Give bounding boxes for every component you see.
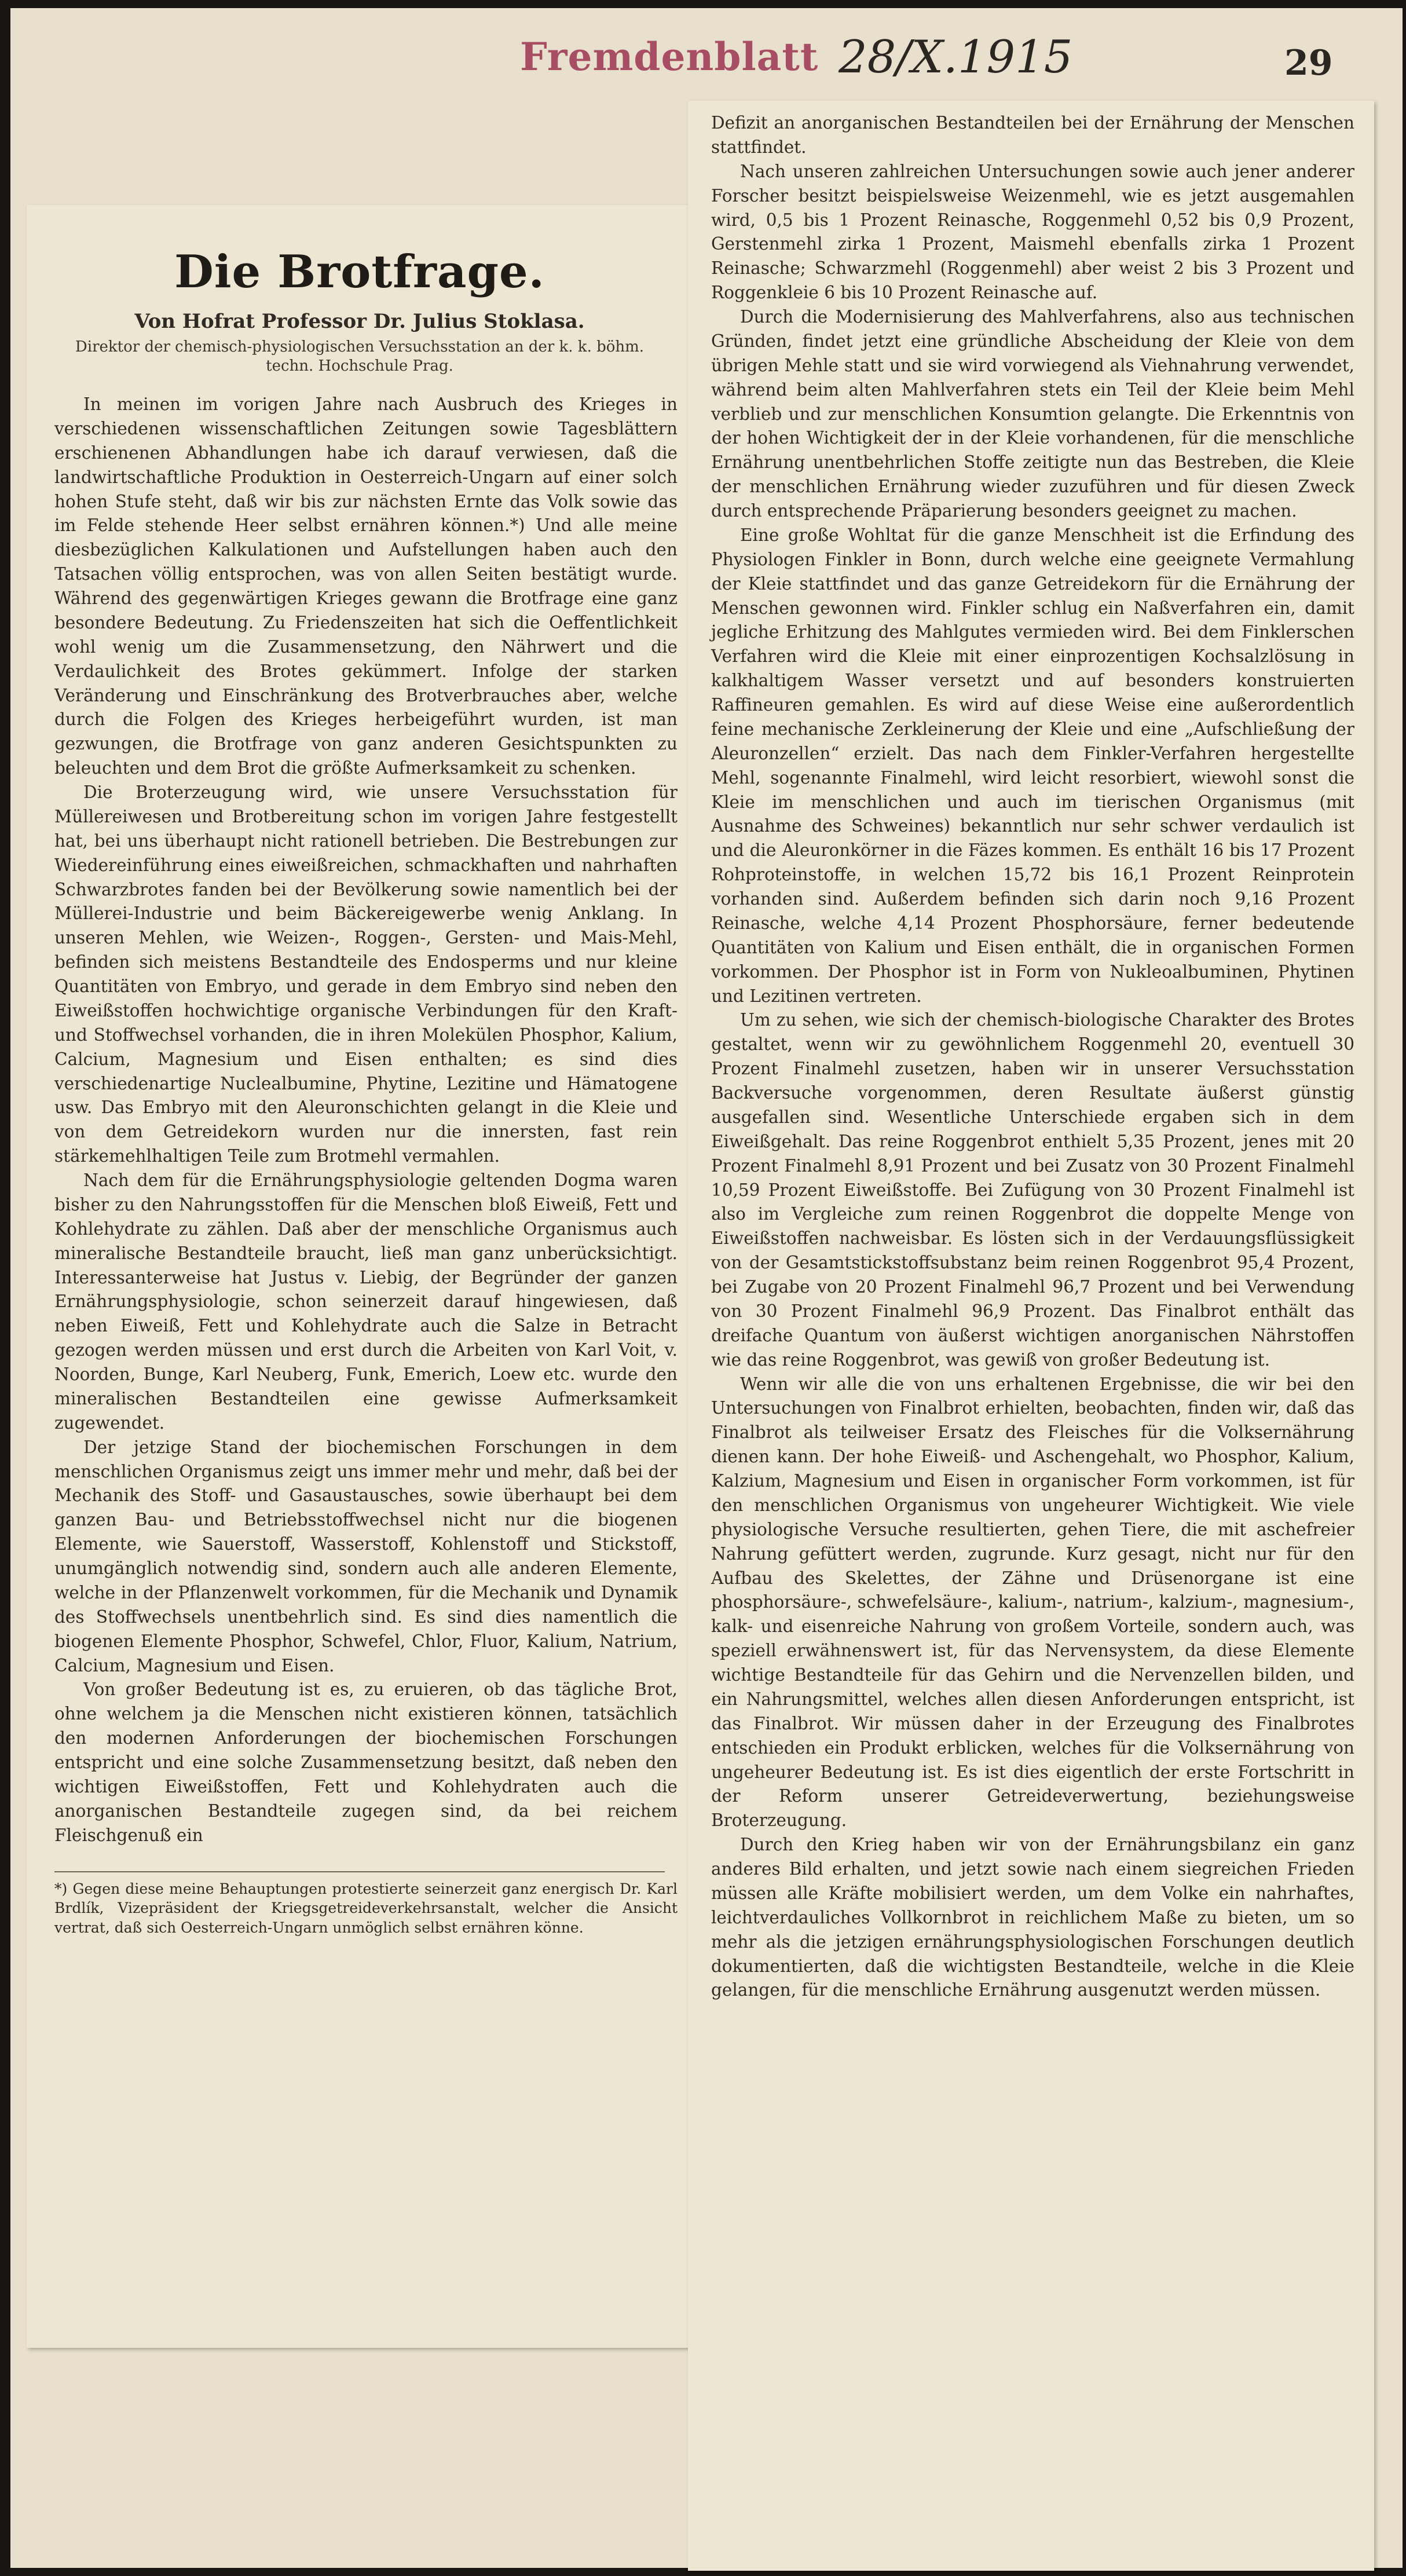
- paragraph: Nach dem für die Ernährungsphysiologie geltenden Dogma waren bisher zu den Nahrungsstoffen für die Menschen bloß Eiweiß, Fett und Kohlehydrate zu zählen. Daß aber der menschliche Organismus auch mineralische Bestandteile braucht, ließ man ganz unberücksichtigt. Interessanterweise hat Justus v. Liebig, der Begründer der ganzen Ernährungsphysiologie, schon seinerzeit darauf hingewiesen, daß neben Eiweiß, Fett und Kohlehydrate auch die Salze in Betracht gezogen werden müssen und erst durch die Arbeiten von Karl Voit, v. Noorden, Bunge, Karl Neuberg, Funk, Emerich, Loew etc. wurde den mineralischen Bestandteilen eine gewisse Aufmerksamkeit zugewendet.: [54, 1170, 678, 1433]
- paragraph: Der jetzige Stand der biochemischen Forschungen in dem menschlichen Organismus zeigt uns immer mehr und mehr, daß bei der Mechanik des Stoff- und Gasaustausches, sowie überhaupt bei dem ganzen Bau- und Betriebsstoffwechsel nicht nur die biogenen Elemente, wie Sauerstoff, Wasserstoff, Kohlenstoff und Stickstoff, unumgänglich notwendig sind, sondern auch alle anderen Elemente, welche in der Pflanzenwelt vorkommen, für die Mechanik und Dynamik des Stoffwechsels unentbehrlich sind. Es sind dies namentlich die biogenen Elemente Phosphor, Schwefel, Chlor, Fluor, Kalium, Natrium, Calcium, Magnesium und Eisen.: [54, 1437, 678, 1675]
- paragraph: Durch die Modernisierung des Mahlverfahrens, also aus technischen Gründen, findet jetzt eine gründliche Abscheidung der Kleie von dem übrigen Mehle statt und sie wird vorwiegend als Viehnahrung verwendet, während beim alten Mahlverfahren stets ein Teil der Kleie beim Mehl verblieb und zur menschlichen Konsumtion gelangte. Die Erkenntnis von der hohen Wichtigkeit der in der Kleie vorhandenen, für die menschliche Ernährung unentbehrlichen Stoffe zeitigte nun das Bestreben, die Kleie der menschlichen Ernährung wieder zuzuführen und für diesen Zweck durch entsprechende Präparierung besonders geeignet zu machen.: [711, 307, 1354, 521]
- article-byline: Von Hofrat Professor Dr. Julius Stoklasa.: [134, 310, 585, 333]
- left-column-text: [27, 393, 693, 1848]
- paragraph: Die Broterzeugung wird, wie unsere Versuchsstation für Müllereiwesen und Brotbereitung schon im vorigen Jahre festgestellt hat, bei uns überhaupt nicht rationell betrieben. Die Bestrebungen zur Wiedereinführung eines eiweißreichen, schmackhaften und nahrhaften Schwarzbrotes fanden bei der Bevölkerung sowie namentlich bei der Müllerei-Industrie und beim Bäckereigewerbe wenig Anklang. In unseren Mehlen, wie Weizen-, Roggen-, Gersten- und Mais-Mehl, befinden sich meistens Bestandteile des Endosperms und nur kleine Quantitäten von Embryo, und gerade in dem Embryo sind neben den Eiweißstoffen hochwichtige organische Verbindungen für den Kraft- und Stoffwechsel vorhanden, die in ihren Molekülen Phosphor, Kalium, Calcium, Magnesium und Eisen enthalten; es sind dies verschiedenartige Nuclealbumine, Phytine, Lezitine und Hämatogene usw. Das Embryo mit den Aleuronschichten gelangt in die Kleie und von dem Getreidekorn wurden nur die innersten, fast rein stärkemehlhaltigen Teile zum Brotmehl vermahlen.: [54, 782, 678, 1166]
- clipping-right-column: [688, 101, 1374, 2571]
- clipping-left-column: [27, 205, 693, 2348]
- author-affiliation: Direktor der chemisch-physiologischen Versuchsstation an der k. k. böhm. techn. Hochschule Prag.: [75, 338, 645, 375]
- newspaper-stamp: Fremdenblatt: [520, 34, 819, 79]
- handwritten-date: 28/X.1915: [839, 31, 1073, 83]
- paragraph: Eine große Wohltat für die ganze Menschheit ist die Erfindung des Physiologen Finkler in Bonn, durch welche eine geeignete Vermahlung der Kleie stattfindet und das ganze Getreidekorn für die Ernährung der Menschen gewonnen wird. Finkler schlug ein Naßverfahren ein, damit jegliche Erhitzung des Mahlgutes vermieden wird. Bei dem Finklerschen Verfahren wird die Kleie mit einer einprozentigen Kochsalzlösung in kalkhaltigem Wasser versetzt und auf besonders konstruierten Raffineuren gemahlen. Es wird auf diese Weise eine außerordentlich feine mechanische Zerkleinerung der Kleie und eine „Aufschließung der Aleuronzellen“ erzielt. Das nach dem Finkler-Verfahren hergestellte Mehl, sogenannte Finalmehl, wird leicht resorbiert, wiewohl sonst die Kleie im menschlichen und auch im tierischen Organismus (mit Ausnahme des Schweines) bekanntlich nur sehr schwer verdaulich ist und die Aleuronkörner in die Fäzes kommen. Es enthält 16 bis 17 Prozent Rohproteinstoffe, in welchen 15,72 bis 16,1 Prozent Reinprotein vorhanden sind. Außerdem befinden sich darin noch 9,16 Prozent Reinasche, welche 4,14 Prozent Phosphorsäure, ferner bedeutende Quantitäten von Kalium und Eisen enthält, die in organischen Formen vorkommen. Der Phosphor ist in Form von Nukleoalbuminen, Phytinen und Lezitinen vertreten.: [711, 525, 1354, 1006]
- paragraph: Nach unseren zahlreichen Untersuchungen sowie auch jener anderer Forscher besitzt beispielsweise Weizenmehl, wie es jetzt ausgemahlen wird, 0,5 bis 1 Prozent Reinasche, Roggenmehl 0,52 bis 0,9 Prozent, Gerstenmehl zirka 1 Prozent, Maismehl ebenfalls zirka 1 Prozent Reinasche; Schwarzmehl (Roggenmehl) aber weist 2 bis 3 Prozent und Roggenkleie 6 bis 10 Prozent Reinasche auf.: [711, 161, 1354, 303]
- paragraph: Durch den Krieg haben wir von der Ernährungsbilanz ein ganz anderes Bild erhalten, und jetzt sowie nach einem siegreichen Frieden müssen alle Kräfte mobilisiert werden, um dem Volke ein nahrhaftes, leichtverdauliches Vollkornbrot in reichlichem Maße zu bieten, um so mehr als die jetzigen ernährungsphysiologischen Forschungen deutlich dokumentierten, daß die wichtigsten Bestandteile, welche in die Kleie gelangen, für die menschliche Ernährung ausgenutzt werden müssen.: [711, 1835, 1354, 2000]
- right-column-text: [688, 101, 1374, 2003]
- paragraph: Defizit an anorganischen Bestandteilen bei der Ernährung der Menschen stattfindet.: [711, 113, 1354, 157]
- footnote: *) Gegen diese meine Behauptungen protestierte seinerzeit ganz energisch Dr. Karl Brdlík, Vizepräsident der Kriegsgetreideverkehrsanstalt, welcher die Ansicht vertrat, daß sich Oesterreich-Ungarn unmöglich selbst ernähren könne.: [54, 1880, 678, 1936]
- scrapbook-page: [10, 8, 1403, 2568]
- footnote-divider: [54, 1871, 665, 1872]
- paragraph: Von großer Bedeutung ist es, zu eruieren, ob das tägliche Brot, ohne welchem ja die Menschen nicht existieren können, tatsächlich den modernen Anforderungen der biochemischen Forschungen entspricht und eine solche Zusammensetzung besitzt, daß neben den wichtigen Eiweißstoffen, Fett und Kohlehydraten auch die anorganischen Bestandteile zugegen sind, da bei reichem Fleischgenuß ein: [54, 1679, 678, 1845]
- paragraph: Wenn wir alle die von uns erhaltenen Ergebnisse, die wir bei den Untersuchungen von Finalbrot erhielten, beobachten, finden wir, daß das Finalbrot als teilweiser Ersatz des Fleisches für die Volksernährung dienen kann. Der hohe Eiweiß- und Aschengehalt, wo Phosphor, Kalium, Kalzium, Magnesium und Eisen in organischer Form vorkommen, ist für den menschlichen Organismus von ungeheurer Wichtigkeit. Wie viele physiologische Versuche resultierten, gehen Tiere, die mit aschefreier Nahrung gefüttert werden, zugrunde. Kurz gesagt, nicht nur für den Aufbau des Skelettes, der Zähne und Drüsenorgane ist eine phosphorsäure-, schwefelsäure-, kalium-, natrium-, kalzium-, magnesium-, kalk- und eisenreiche Nahrung von großem Vorteile, sondern auch, was speziell erwähnenswert ist, für das Nervensystem, da diese Elemente wichtige Bestandteile für das Gehirn und die Nervenzellen bilden, und ein Nahrungsmittel, welches allen diesen Anforderungen entspricht, ist das Finalbrot. Wir müssen daher in der Erzeugung des Finalbrotes entschieden ein Produkt erblicken, welches für die Volksernährung von ungeheurer Bedeutung ist. Es ist dies eigentlich der erste Fortschritt in der Reform unserer Getreideverwertung, beziehungsweise Broterzeugung.: [711, 1374, 1354, 1831]
- paragraph: Um zu sehen, wie sich der chemisch-biologische Charakter des Brotes gestaltet, wenn wir zu gewöhnlichem Roggenmehl 20, eventuell 30 Prozent Finalmehl zusetzen, haben wir in unserer Versuchsstation Backversuche vorgenommen, deren Resultate äußerst günstig ausgefallen sind. Wesentliche Unterschiede ergaben sich in dem Eiweißgehalt. Das reine Roggenbrot enthielt 5,35 Prozent, jenes mit 20 Prozent Finalmehl 8,91 Prozent und bei Zusatz von 30 Prozent Finalmehl 10,59 Prozent Eiweißstoffe. Bei Zufügung von 30 Prozent Finalmehl ist also im Vergleiche zum reinen Roggenbrot die doppelte Menge von Eiweißstoffen nachweisbar. Es lösten sich in der Verdauungsflüssigkeit von der Gesamtstickstoffsubstanz beim reinen Roggenbrot 95,4 Prozent, bei Zugabe von 20 Prozent Finalmehl 96,7 Prozent und bei Verwendung von 30 Prozent Finalmehl 96,9 Prozent. Das Finalbrot enthält das dreifache Quantum von äußerst wichtigen anorganischen Nährstoffen wie das reine Roggenbrot, was gewiß von großer Bedeutung ist.: [711, 1010, 1354, 1370]
- article-title: Die Brotfrage.: [174, 246, 545, 298]
- paragraph: In meinen im vorigen Jahre nach Ausbruch des Krieges in verschiedenen wissenschaftlichen Zeitungen sowie Tagesblättern erschienenen Abhandlungen habe ich darauf verwiesen, daß die landwirtschaftliche Produktion in Oesterreich-Ungarn auf einer solch hohen Stufe steht, daß wir bis zur nächsten Ernte das Volk sowie das im Felde stehende Heer selbst ernähren können.*) Und alle meine diesbezüglichen Kalkulationen und Aufstellungen haben auch den Tatsachen völlig entsprochen, was von allen Seiten bestätigt wurde. Während des gegenwärtigen Krieges gewann die Brotfrage eine ganz besondere Bedeutung. Zu Friedenszeiten hat sich die Oeffentlichkeit wohl wenig um die Zusammensetzung, den Nährwert und die Verdaulichkeit des Brotes gekümmert. Infolge der starken Veränderung und Einschränkung des Brotverbrauches aber, welche durch die Folgen des Krieges herbeigeführt wurden, ist man gezwungen, die Brotfrage von ganz anderen Gesichtspunkten zu beleuchten und dem Brot die größte Aufmerksamkeit zu schenken.: [54, 394, 678, 778]
- page-number: 29: [1284, 43, 1333, 83]
